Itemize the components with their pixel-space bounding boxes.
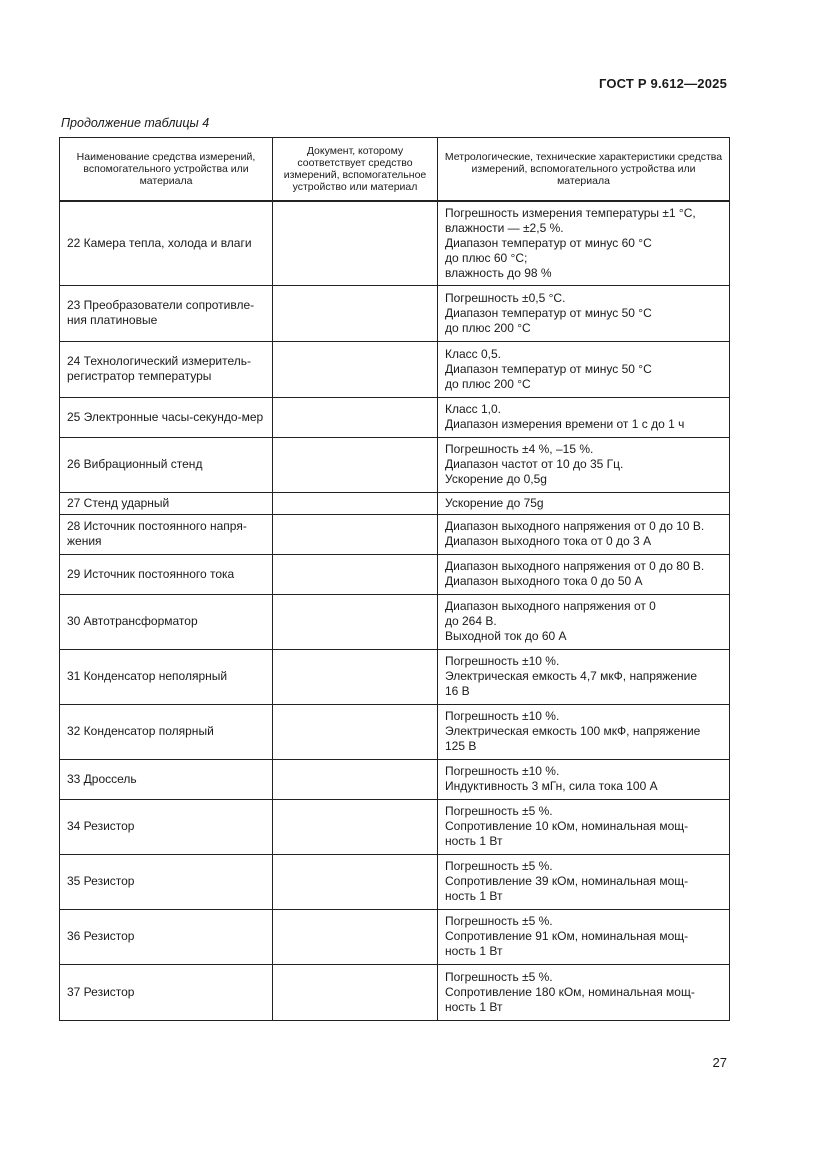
characteristic-line: Погрешность ±4 %, –15 %. bbox=[445, 442, 594, 456]
document-cell bbox=[273, 201, 438, 285]
characteristic-line: ность 1 Вт bbox=[445, 944, 503, 958]
characteristics-cell bbox=[438, 854, 730, 909]
page-number: 27 bbox=[712, 1055, 727, 1070]
document-standard-code: ГОСТ Р 9.612—2025 bbox=[598, 76, 727, 91]
characteristic-line: ность 1 Вт bbox=[445, 999, 503, 1014]
table-body bbox=[60, 201, 730, 1020]
document-cell bbox=[273, 554, 438, 594]
characteristic-line: Электрическая емкость 4,7 мкФ, напряжение bbox=[445, 669, 698, 683]
characteristic-line: Ускорение до 0,5g bbox=[445, 472, 547, 486]
document-cell bbox=[273, 799, 438, 854]
equipment-name-cell: 29 Источник постоянного тока bbox=[60, 554, 273, 594]
characteristic-line: Погрешность ±10 %. bbox=[445, 764, 560, 778]
document-cell bbox=[273, 909, 438, 964]
characteristics-cell bbox=[438, 285, 730, 341]
equipment-name-cell: 22 Камера тепла, холода и влаги bbox=[60, 201, 273, 285]
characteristics-cell bbox=[438, 909, 730, 964]
characteristic-line: Погрешность измерения температуры ±1 °С, bbox=[445, 205, 696, 220]
characteristic-line: до 264 В. bbox=[445, 614, 497, 628]
equipment-name-cell: 31 Конденсатор неполярный bbox=[60, 649, 273, 704]
characteristic-line: до плюс 200 °С bbox=[445, 376, 531, 391]
equipment-name-cell: 35 Резистор bbox=[60, 854, 273, 909]
characteristic-line: ность 1 Вт bbox=[445, 889, 503, 903]
table-row bbox=[60, 649, 730, 704]
characteristic-line: Погрешность ±5 %. bbox=[445, 804, 553, 818]
document-cell bbox=[273, 341, 438, 397]
characteristic-line: Диапазон частот от 10 до 35 Гц. bbox=[445, 457, 624, 471]
characteristics-cell bbox=[438, 759, 730, 799]
equipment-name-cell: 28 Источник постоянного напря-жения bbox=[60, 514, 273, 554]
characteristic-line: Диапазон температур от минус 50 °С bbox=[445, 305, 652, 320]
document-cell bbox=[273, 964, 438, 1020]
characteristics-cell bbox=[438, 964, 730, 1020]
table-row bbox=[60, 704, 730, 759]
table-row bbox=[60, 492, 730, 514]
document-cell bbox=[273, 492, 438, 514]
document-cell bbox=[273, 514, 438, 554]
document-cell bbox=[273, 397, 438, 437]
characteristic-line: Сопротивление 180 кОм, номинальная мощ- bbox=[445, 984, 695, 999]
equipment-name-cell: 26 Вибрационный стенд bbox=[60, 437, 273, 492]
characteristic-line: до плюс 60 °С; bbox=[445, 250, 528, 265]
characteristic-line: Индуктивность 3 мГн, сила тока 100 А bbox=[445, 779, 658, 793]
characteristic-line: Выходной ток до 60 А bbox=[445, 629, 567, 643]
characteristic-line: влажности — ±2,5 %. bbox=[445, 220, 564, 235]
table-row bbox=[60, 397, 730, 437]
document-cell bbox=[273, 649, 438, 704]
characteristic-line: Сопротивление 10 кОм, номинальная мощ- bbox=[445, 819, 689, 833]
characteristic-line: Диапазон температур от минус 50 °С bbox=[445, 361, 652, 376]
document-cell bbox=[273, 759, 438, 799]
characteristic-line: Погрешность ±0,5 °С. bbox=[445, 290, 566, 305]
equipment-name-cell: 32 Конденсатор полярный bbox=[60, 704, 273, 759]
table-row bbox=[60, 341, 730, 397]
characteristic-line: Погрешность ±5 %. bbox=[445, 969, 553, 984]
table-row bbox=[60, 594, 730, 649]
table-row bbox=[60, 285, 730, 341]
characteristic-line: Диапазон выходного тока от 0 до 3 А bbox=[445, 534, 652, 548]
table-row bbox=[60, 854, 730, 909]
document-cell bbox=[273, 594, 438, 649]
characteristic-line: Диапазон температур от минус 60 °С bbox=[445, 235, 652, 250]
column-header-document: Документ, которому соответствует средство измерений, вспомогательное устройство или материал bbox=[273, 138, 438, 202]
characteristic-line: Диапазон выходного напряжения от 0 до 80 В. bbox=[445, 559, 705, 573]
characteristic-line: Класс 0,5. bbox=[445, 346, 502, 361]
document-cell bbox=[273, 285, 438, 341]
column-header-name: Наименование средства измерений, вспомогательного устройства или материала bbox=[60, 138, 273, 202]
characteristic-line: 125 В bbox=[445, 739, 477, 753]
characteristics-cell bbox=[438, 397, 730, 437]
characteristic-line: Диапазон выходного напряжения от 0 до 10 В. bbox=[445, 519, 705, 533]
characteristics-cell bbox=[438, 437, 730, 492]
characteristic-line: Погрешность ±10 %. bbox=[445, 709, 560, 723]
characteristic-line: Погрешность ±5 %. bbox=[445, 859, 553, 873]
characteristic-line: Электрическая емкость 100 мкФ, напряжение bbox=[445, 724, 701, 738]
document-cell bbox=[273, 854, 438, 909]
document-cell bbox=[273, 704, 438, 759]
characteristic-line: 16 В bbox=[445, 684, 470, 698]
characteristics-cell bbox=[438, 799, 730, 854]
document-cell bbox=[273, 437, 438, 492]
table-header-row bbox=[60, 138, 730, 202]
characteristic-line: Класс 1,0. bbox=[445, 402, 502, 416]
equipment-name-cell: 30 Автотрансформатор bbox=[60, 594, 273, 649]
characteristics-cell bbox=[438, 514, 730, 554]
table-caption: Продолжение таблицы 4 bbox=[61, 116, 210, 130]
characteristics-cell bbox=[438, 649, 730, 704]
characteristic-line: Сопротивление 91 кОм, номинальная мощ- bbox=[445, 929, 689, 943]
characteristic-line: Сопротивление 39 кОм, номинальная мощ- bbox=[445, 874, 689, 888]
equipment-name-cell: 37 Резистор bbox=[60, 964, 273, 1020]
table-row bbox=[60, 759, 730, 799]
characteristic-line: Погрешность ±10 %. bbox=[445, 654, 560, 668]
characteristics-cell bbox=[438, 201, 730, 285]
equipment-name-cell: 33 Дроссель bbox=[60, 759, 273, 799]
characteristic-line: Диапазон измерения времени от 1 с до 1 ч bbox=[445, 417, 685, 431]
equipment-name-cell: 23 Преобразователи сопротивле-ния платиновые bbox=[60, 285, 273, 341]
characteristics-cell bbox=[438, 704, 730, 759]
characteristic-line: до плюс 200 °С bbox=[445, 320, 531, 335]
characteristics-cell bbox=[438, 554, 730, 594]
characteristics-cell bbox=[438, 492, 730, 514]
table-row bbox=[60, 799, 730, 854]
table-row bbox=[60, 514, 730, 554]
column-header-characteristics: Метрологические, технические характеристики средства измерений, вспомогательного устройства или материала bbox=[438, 138, 730, 202]
equipment-name-cell: 24 Технологический измеритель-регистратор температуры bbox=[60, 341, 273, 397]
characteristic-line: Диапазон выходного напряжения от 0 bbox=[445, 599, 656, 613]
characteristic-line: Ускорение до 75g bbox=[445, 495, 544, 510]
characteristics-cell bbox=[438, 594, 730, 649]
characteristic-line: Погрешность ±5 %. bbox=[445, 914, 553, 928]
table-row bbox=[60, 964, 730, 1020]
equipment-name-cell: 25 Электронные часы-секундо-мер bbox=[60, 397, 273, 437]
characteristic-line: Диапазон выходного тока 0 до 50 А bbox=[445, 574, 643, 588]
equipment-table bbox=[59, 137, 730, 1021]
table-row bbox=[60, 554, 730, 594]
characteristics-cell bbox=[438, 341, 730, 397]
characteristic-line: ность 1 Вт bbox=[445, 834, 503, 848]
table-row bbox=[60, 909, 730, 964]
equipment-name-cell: 36 Резистор bbox=[60, 909, 273, 964]
table-row bbox=[60, 201, 730, 285]
equipment-name-cell: 34 Резистор bbox=[60, 799, 273, 854]
table-row bbox=[60, 437, 730, 492]
characteristic-line: влажность до 98 % bbox=[445, 265, 552, 280]
equipment-name-cell: 27 Стенд ударный bbox=[60, 492, 273, 514]
